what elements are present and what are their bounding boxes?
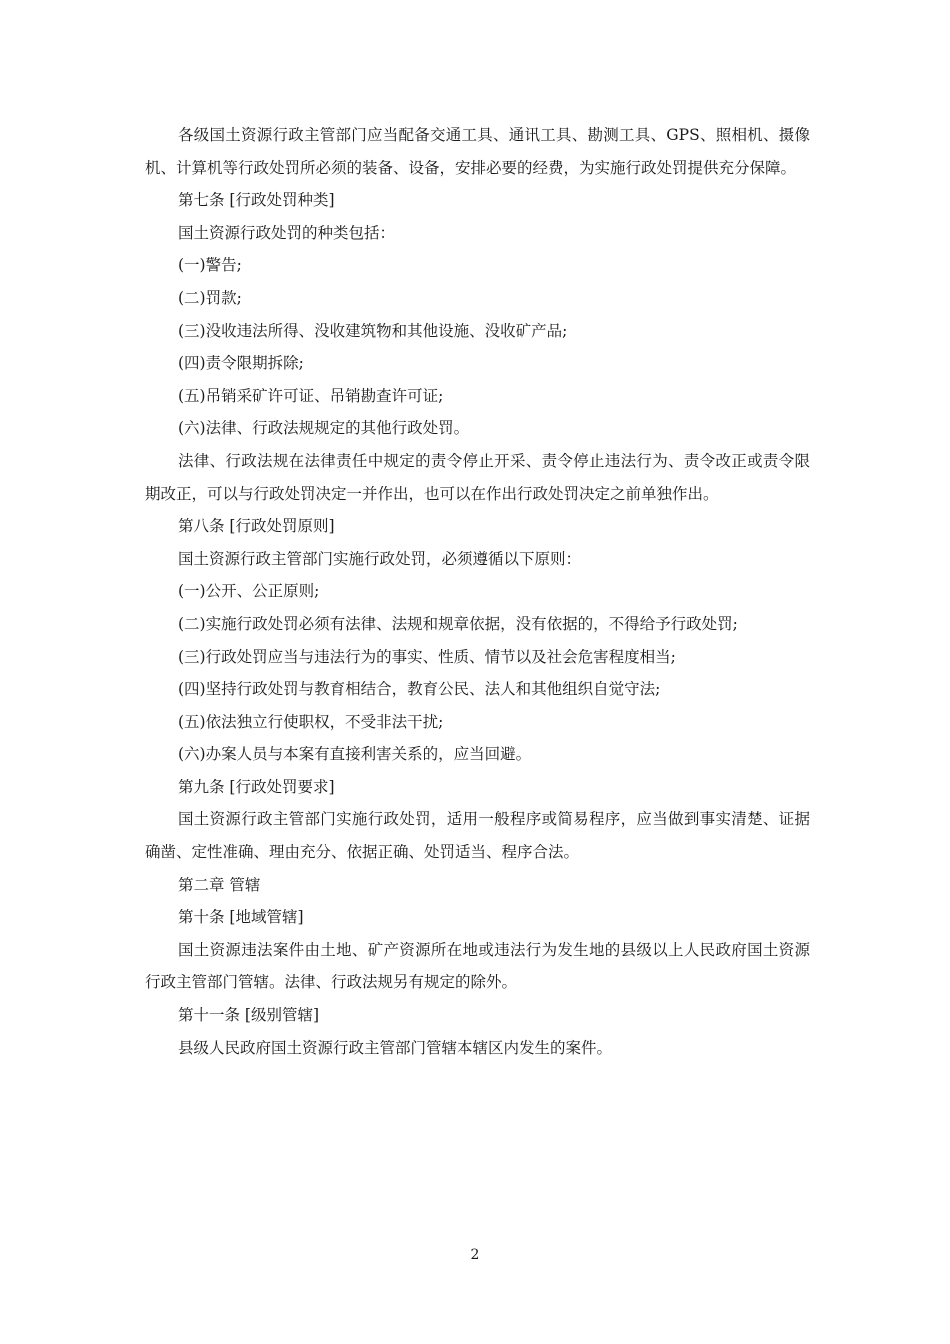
- paragraph: 国土资源行政主管部门实施行政处罚，必须遵循以下原则：: [178, 549, 582, 568]
- paragraph: 法律、行政法规在法律责任中规定的责令停止开采、责令停止违法行为、责令改正或责令限期改正，可以与行政处罚决定一并作出，也可以在作出行政处罚决定之前单独作出。: [145, 451, 810, 503]
- paragraph: (四)坚持行政处罚与教育相结合，教育公民、法人和其他组织自觉守法;: [178, 680, 661, 699]
- paragraph: 第十条 [地域管辖]: [178, 908, 304, 927]
- paragraph: 各级国土资源行政主管部门应当配备交通工具、通讯工具、勘测工具、GPS、照相机、摄像机、计算机等行政处罚所必须的装备、设备，安排必要的经费，为实施行政处罚提供充分保障。: [145, 126, 810, 177]
- paragraph: (二)罚款;: [178, 288, 242, 307]
- paragraph: 县级人民政府国土资源行政主管部门管辖本辖区内发生的案件。: [178, 1038, 613, 1057]
- paragraph: 国土资源违法案件由土地、矿产资源所在地或违法行为发生地的县级以上人民政府国土资源行政主管部门管辖。法律、行政法规另有规定的除外。: [145, 940, 810, 992]
- paragraph: 第十一条 [级别管辖]: [178, 1006, 320, 1025]
- paragraph: (六)法律、行政法规规定的其他行政处罚。: [178, 419, 470, 438]
- paragraph: 第二章 管辖: [178, 875, 261, 894]
- document-body: [145, 119, 810, 1064]
- paragraph: (五)吊销采矿许可证、吊销勘查许可证;: [178, 386, 444, 405]
- paragraph: (二)实施行政处罚必须有法律、法规和规章依据，没有依据的，不得给予行政处罚;: [178, 614, 738, 633]
- paragraph: (三)没收违法所得、没收建筑物和其他设施、没收矿产品;: [178, 321, 568, 340]
- paragraph: (三)行政处罚应当与违法行为的事实、性质、情节以及社会危害程度相当;: [178, 647, 676, 666]
- paragraph: 国土资源行政主管部门实施行政处罚，适用一般程序或简易程序，应当做到事实清楚、证据确凿、定性准确、理由充分、依据正确、处罚适当、程序合法。: [145, 810, 810, 862]
- page-number: 2: [470, 1247, 480, 1263]
- paragraph: (六)办案人员与本案有直接利害关系的，应当回避。: [178, 745, 532, 764]
- paragraph: 第七条 [行政处罚种类]: [178, 191, 335, 210]
- paragraph: (五)依法独立行使职权，不受非法干扰;: [178, 712, 444, 731]
- paragraph: 第九条 [行政处罚要求]: [178, 777, 335, 796]
- paragraph: 国土资源行政处罚的种类包括：: [178, 223, 396, 242]
- paragraph: (一)公开、公正原则;: [178, 582, 320, 601]
- paragraph: 第八条 [行政处罚原则]: [178, 517, 335, 536]
- paragraph: (四)责令限期拆除;: [178, 354, 304, 373]
- paragraph: (一)警告;: [178, 256, 242, 275]
